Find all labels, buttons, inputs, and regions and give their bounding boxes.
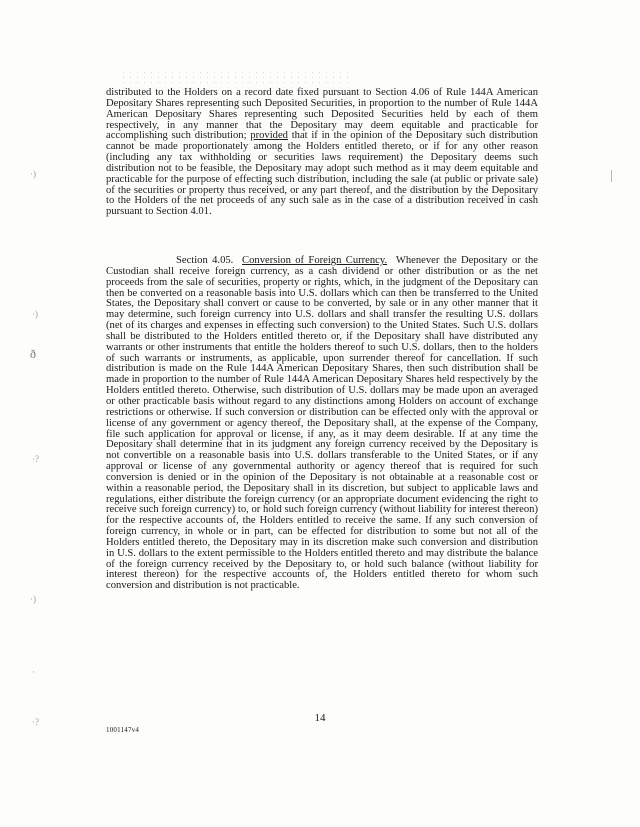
section-number: Section 4.05. (176, 255, 234, 266)
scan-speckle (120, 70, 350, 84)
scan-margin-mark: ð (30, 347, 36, 361)
scan-margin-mark: ·) (32, 309, 38, 319)
scan-margin-mark: ·? (32, 454, 39, 464)
scan-margin-mark: ·) (30, 169, 36, 179)
scan-edge-mark (611, 170, 612, 182)
section-4-05-paragraph (106, 256, 538, 592)
scan-margin-mark: ·) (30, 594, 36, 604)
scan-margin-mark: ·? (32, 717, 39, 727)
page-number: 14 (314, 712, 326, 724)
provided-term: provided (250, 130, 288, 142)
continuation-paragraph (106, 88, 538, 218)
section-body: Whenever the Depositary or the Custodian shall receive foreign currency, as a cash dividend or other distribution or as the net proceeds from the sale of securities, property or rights, which, in the judgment of the Depositary can then be converted on a reasonable basis into U.S. dollars which can then be transferred to the United States, the Depositary shall convert or cause to be converted, by sale or in any other manner that it may determine, such foreign currency into U.S. dollars and shall transfer the resulting U.S. dollars (net of its charges and expenses in effecting such conversion) to the United States. Such U.S. dollars shall be distributed to the Holders entitled thereto or, if the Depositary shall have distributed any warrants or other instruments that entitle the holders thereof to such U.S. dollars, then to the holders of such warrants or instruments, as applicable, upon surrender thereof for cancellation. If such distribution is made on the Rule 144A American Depositary Shares, then such distribution shall be made in proportion to the number of Rule 144A American Depositary Shares held respectively by the Holders entitled thereto. Otherwise, such distribution of U.S. dollars may be made upon an averaged or other practicable basis without regard to any distinctions among Holders on account of exchange restrictions or otherwise. If such conversion or distribution can be effected only with the approval or license of any government or agency thereof, the Depositary shall, at the expense of the Company, file such application for approval or license, if any, as it may deem desirable. If at any time the Depositary shall determine that in its judgment any foreign currency received by the Depositary is not convertible on a reasonable basis into U.S. dollars transferable to the United States, or if any approval or license of any governmental authority or agency thereof that is required for such conversion is denied or in the opinion of the Depositary is not obtainable at a reasonable cost or within a reasonable period, the Depositary shall in its discretion, but subject to applicable laws and regulations, either distribute the foreign currency (or an appropriate document evidencing the right to receive such foreign currency) to, or hold such foreign currency (without liability for interest thereon) for the respective accounts of, the Holders entitled to receive the same. If any such conversion of foreign currency, in whole or in part, can be effected for distribution to some but not all of the Holders entitled thereto, the Depositary may in its discretion make such conversion and distribution in U.S. dollars to the extent permissible to the Holders entitled thereto and may distribute the balance of the foreign currency received by the Depositary to, or hold such balance (without liability for interest thereon) for the respective accounts of, the Holders entitled thereto for whom such conversion and distribution is not practicable. (106, 255, 538, 592)
paragraph-text: distributed to the Holders on a record date fixed pursuant to Section 4.06 of Rule 144A American Depositary Shares representing such Deposited Securities, in proportion to the number of Rule 144A American Depositary Shares representing such Deposited Securities held by each of them respectively, in any manner that the Depositary may deem equitable and practicable for accomplishing such distribution; (106, 87, 538, 142)
document-id: 1001147v4 (106, 726, 140, 734)
paragraph-text: that if in the opinion of the Depositary such distribution cannot be made proportionately among the Holders entitled thereto, or if for any other reason (including any tax withholding or securities laws requirement) the Depositary deems such distribution not to be feasible, the Depositary may adopt such method as it may deem equitable and practicable for the purpose of effecting such distribution, including the sale (at public or private sale) of the securities or property thus received, or any part thereof, and the distribution by the Depositary to the Holders of the net proceeds of any such sale as in the case of a distribution received in cash pursuant to Section 4.01. (106, 130, 538, 218)
section-heading: Conversion of Foreign Currency. (242, 255, 388, 266)
scan-margin-mark: · (32, 667, 35, 677)
